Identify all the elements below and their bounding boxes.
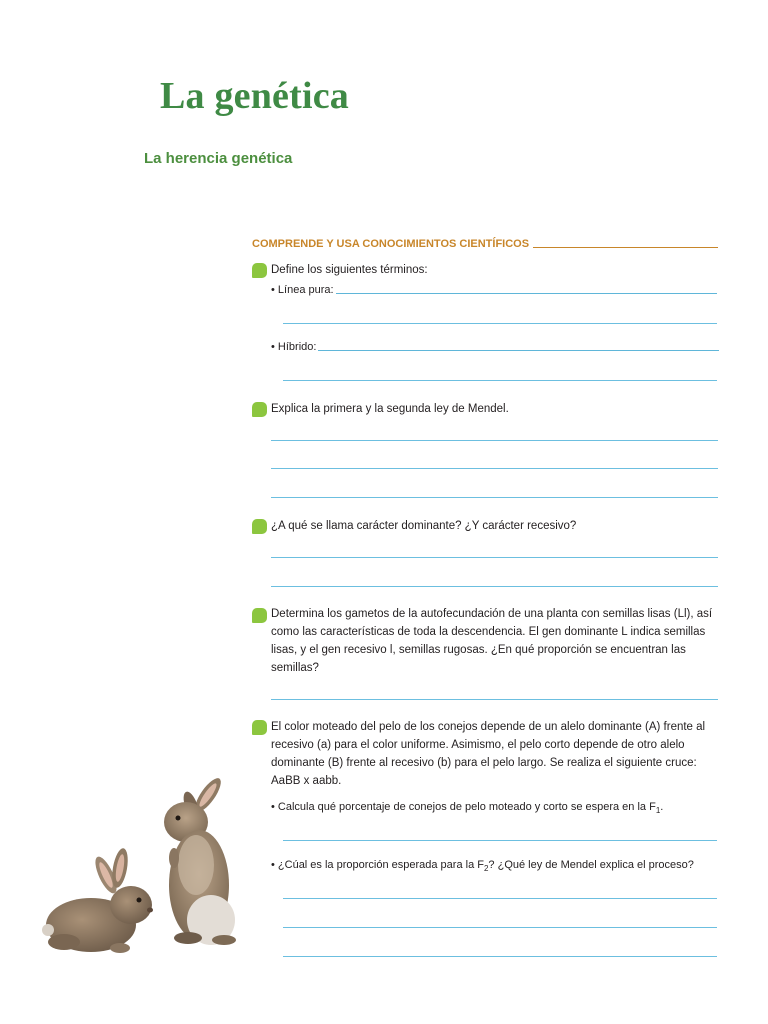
answer-line[interactable] bbox=[271, 699, 718, 700]
question-5-subitem-2 bbox=[271, 859, 694, 873]
page-title: La genética bbox=[160, 75, 349, 117]
sitting-rabbit-icon bbox=[42, 847, 153, 953]
answer-line[interactable] bbox=[283, 927, 717, 928]
subitem-label: • Híbrido: bbox=[271, 341, 317, 353]
subitem-label: • Calcula qué porcentaje de conejos de pelo moteado y corto se espera en la $F_1$. bbox=[271, 801, 664, 816]
answer-line[interactable] bbox=[283, 380, 717, 381]
question-1-subitem-linea-pura bbox=[271, 284, 717, 296]
answer-line[interactable] bbox=[271, 497, 718, 498]
section-rule bbox=[533, 247, 718, 248]
question-5-bullet-icon bbox=[252, 720, 267, 735]
page-subtitle: La herencia genética bbox=[144, 150, 293, 167]
answer-line[interactable] bbox=[283, 323, 717, 324]
question-1-subitem-hibrido bbox=[271, 341, 719, 353]
answer-line[interactable] bbox=[271, 468, 718, 469]
answer-line[interactable] bbox=[271, 557, 718, 558]
subitem-label: • Línea pura: bbox=[271, 284, 334, 296]
answer-line[interactable] bbox=[283, 840, 717, 841]
question-2-bullet-icon bbox=[252, 402, 267, 417]
rabbits-photo bbox=[36, 770, 246, 970]
question-3-bullet-icon bbox=[252, 519, 267, 534]
question-1-bullet-icon bbox=[252, 263, 267, 278]
question-4-bullet-icon bbox=[252, 608, 267, 623]
question-4-text: Determina los gametos de la autofecundación de una planta con semillas lisas (Ll), así como las características de toda la descendencia. El gen dominante L indica semillas lisas, y el gen recesivo l, semillas rugosas. ¿En qué proporción se encuentran las semillas? bbox=[271, 608, 713, 674]
question-1-text: Define los siguientes términos: bbox=[271, 264, 428, 276]
answer-line[interactable] bbox=[271, 440, 718, 441]
section-heading bbox=[252, 238, 718, 250]
question-3-text: ¿A qué se llama carácter dominante? ¿Y carácter recesivo? bbox=[271, 520, 577, 532]
answer-line[interactable] bbox=[283, 956, 717, 957]
question-5-subitem-1 bbox=[271, 801, 663, 815]
answer-line[interactable] bbox=[318, 350, 719, 351]
answer-line[interactable] bbox=[271, 586, 718, 587]
standing-rabbit-icon bbox=[164, 775, 236, 945]
answer-line[interactable] bbox=[336, 293, 717, 294]
question-5-text: El color moteado del pelo de los conejos depende de un alelo dominante (A) frente al recesivo (a) para el color uniforme. Asimismo, el pelo corto depende de otro alelo dominante (B) frente al recesivo (b) para el pelo largo. Se realiza el siguiente cruce: AaBB x aabb. bbox=[271, 721, 706, 787]
question-2-text: Explica la primera y la segunda ley de Mendel. bbox=[271, 403, 509, 415]
section-label: COMPRENDE Y USA CONOCIMIENTOS CIENTÍFICOS bbox=[252, 238, 530, 250]
answer-line[interactable] bbox=[283, 898, 717, 899]
subitem-label: • ¿Cúal es la proporción esperada para la $F_2$? ¿Qué ley de Mendel explica el proceso? bbox=[271, 859, 694, 874]
